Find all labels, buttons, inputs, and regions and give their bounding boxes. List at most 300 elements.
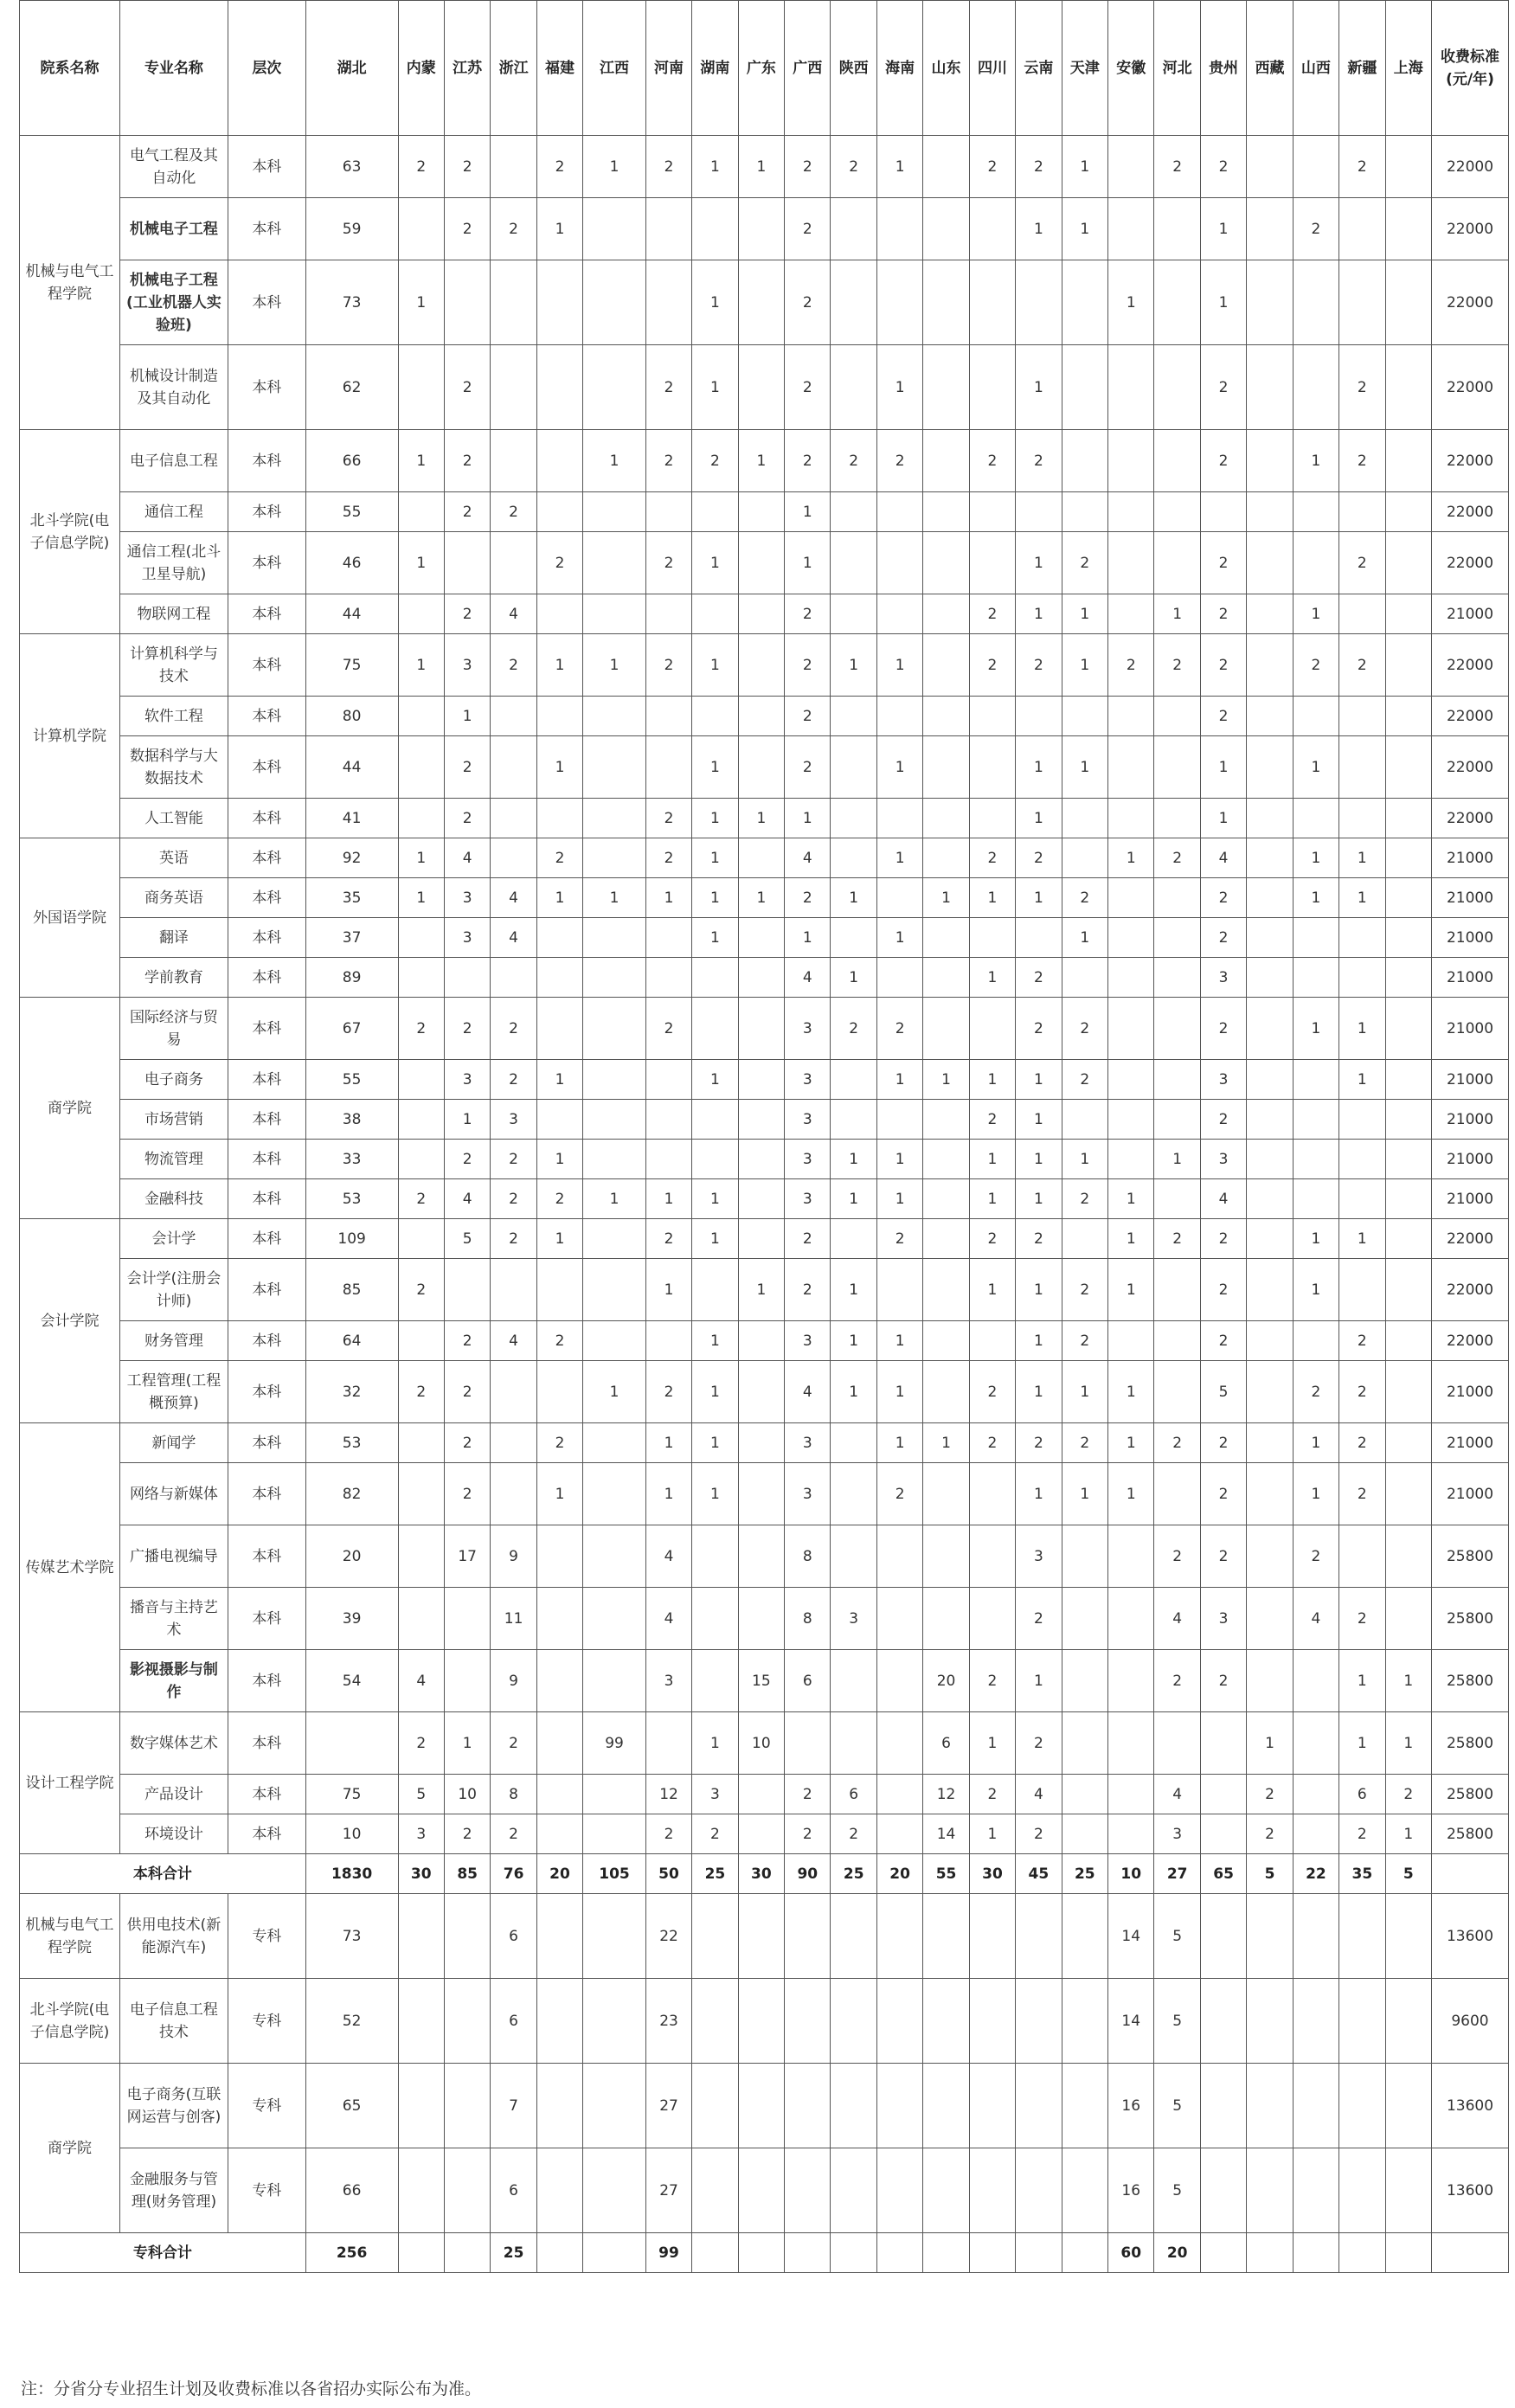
major-cell: 市场营销 xyxy=(119,1100,228,1140)
quota-cell xyxy=(1385,1140,1431,1179)
quota-cell: 2 xyxy=(969,1775,1015,1814)
quota-cell: 2 xyxy=(536,1423,582,1463)
quota-cell xyxy=(583,532,646,594)
quota-cell xyxy=(1154,345,1200,430)
quota-cell xyxy=(491,1259,536,1321)
quota-cell xyxy=(583,799,646,838)
quota-cell xyxy=(692,697,738,736)
quota-cell: 2 xyxy=(1016,1814,1062,1854)
quota-cell: 1 xyxy=(969,1814,1015,1854)
total-cell: 25 xyxy=(831,1854,876,1894)
quota-cell xyxy=(1293,1060,1338,1100)
table-row xyxy=(20,1100,1509,1140)
header-cell: 山东 xyxy=(923,1,969,136)
quota-cell xyxy=(398,1979,444,2064)
quota-cell xyxy=(1247,736,1293,799)
quota-cell xyxy=(1247,1361,1293,1423)
quota-cell xyxy=(398,1894,444,1979)
quota-cell: 4 xyxy=(645,1525,691,1588)
total-cell: 50 xyxy=(645,1854,691,1894)
quota-cell: 44 xyxy=(305,736,398,799)
quota-cell: 2 xyxy=(645,1361,691,1423)
quota-cell xyxy=(1108,430,1154,492)
quota-cell: 1 xyxy=(692,918,738,958)
quota-cell xyxy=(692,1100,738,1140)
quota-cell xyxy=(876,492,922,532)
major-cell: 电子商务(互联网运营与创客) xyxy=(119,2064,228,2148)
quota-cell: 1 xyxy=(692,799,738,838)
header-cell: 四川 xyxy=(969,1,1015,136)
major-cell: 通信工程 xyxy=(119,492,228,532)
fee-cell: 13600 xyxy=(1431,1894,1508,1979)
quota-cell xyxy=(969,1525,1015,1588)
quota-cell: 1 xyxy=(692,1060,738,1100)
quota-cell: 2 xyxy=(491,198,536,260)
quota-cell: 39 xyxy=(305,1588,398,1650)
quota-cell: 2 xyxy=(444,799,490,838)
quota-cell xyxy=(491,799,536,838)
quota-cell xyxy=(645,1100,691,1140)
quota-cell xyxy=(923,1894,969,1979)
quota-cell: 3 xyxy=(785,1060,831,1100)
quota-cell xyxy=(738,532,784,594)
quota-cell: 66 xyxy=(305,2148,398,2233)
quota-cell xyxy=(1108,1775,1154,1814)
quota-cell: 1 xyxy=(876,838,922,878)
quota-cell: 2 xyxy=(444,1463,490,1525)
quota-cell xyxy=(831,799,876,838)
quota-cell xyxy=(831,1423,876,1463)
quota-cell: 23 xyxy=(645,1979,691,2064)
total-cell xyxy=(692,2233,738,2273)
quota-cell: 1 xyxy=(831,1321,876,1361)
level-cell: 本科 xyxy=(228,1588,305,1650)
table-body xyxy=(20,136,1509,2273)
quota-cell xyxy=(583,918,646,958)
quota-cell xyxy=(1200,1814,1246,1854)
quota-cell xyxy=(583,736,646,799)
quota-cell: 1 xyxy=(1293,838,1338,878)
total-cell xyxy=(1339,2233,1385,2273)
quota-cell: 3 xyxy=(1016,1525,1062,1588)
quota-cell: 2 xyxy=(831,998,876,1060)
quota-cell xyxy=(1154,697,1200,736)
quota-cell: 2 xyxy=(969,430,1015,492)
quota-cell: 1 xyxy=(1062,634,1107,697)
quota-cell xyxy=(831,1650,876,1712)
quota-cell: 1 xyxy=(1200,799,1246,838)
quota-cell: 92 xyxy=(305,838,398,878)
quota-cell: 1 xyxy=(785,799,831,838)
quota-cell: 1 xyxy=(692,532,738,594)
quota-cell: 2 xyxy=(969,594,1015,634)
quota-cell xyxy=(876,1712,922,1775)
total-cell xyxy=(398,2233,444,2273)
quota-cell xyxy=(536,594,582,634)
quota-cell: 2 xyxy=(1339,430,1385,492)
quota-cell xyxy=(738,198,784,260)
header-cell: 新疆 xyxy=(1339,1,1385,136)
quota-cell: 1 xyxy=(876,634,922,697)
quota-cell xyxy=(738,1423,784,1463)
total-cell: 5 xyxy=(1385,1854,1431,1894)
total-cell xyxy=(923,2233,969,2273)
table-row xyxy=(20,1775,1509,1814)
major-cell: 国际经济与贸易 xyxy=(119,998,228,1060)
department-cell: 机械与电气工程学院 xyxy=(20,136,120,430)
major-cell: 通信工程(北斗卫星导航) xyxy=(119,532,228,594)
quota-cell: 1 xyxy=(444,1100,490,1140)
quota-cell: 1 xyxy=(444,697,490,736)
quota-cell: 1 xyxy=(1200,198,1246,260)
quota-cell: 2 xyxy=(1062,1321,1107,1361)
quota-cell xyxy=(1385,1060,1431,1100)
level-cell: 本科 xyxy=(228,878,305,918)
quota-cell xyxy=(583,1814,646,1854)
header-cell: 安徽 xyxy=(1108,1,1154,136)
header-cell: 湖南 xyxy=(692,1,738,136)
quota-cell: 3 xyxy=(785,1179,831,1219)
quota-cell xyxy=(1385,136,1431,198)
quota-cell xyxy=(1293,532,1338,594)
quota-cell: 2 xyxy=(444,594,490,634)
quota-cell xyxy=(1385,260,1431,345)
total-cell: 105 xyxy=(583,1854,646,1894)
quota-cell xyxy=(536,1650,582,1712)
quota-cell xyxy=(1247,918,1293,958)
major-cell: 物联网工程 xyxy=(119,594,228,634)
quota-cell xyxy=(398,1463,444,1525)
quota-cell: 46 xyxy=(305,532,398,594)
major-cell: 产品设计 xyxy=(119,1775,228,1814)
header-cell: 河南 xyxy=(645,1,691,136)
quota-cell xyxy=(1385,1894,1431,1979)
quota-cell xyxy=(1154,958,1200,998)
major-cell: 网络与新媒体 xyxy=(119,1463,228,1525)
quota-cell xyxy=(738,1463,784,1525)
quota-cell xyxy=(1293,1100,1338,1140)
header-cell: 专业名称 xyxy=(119,1,228,136)
quota-cell: 2 xyxy=(969,838,1015,878)
quota-cell: 4 xyxy=(491,594,536,634)
quota-cell: 6 xyxy=(491,2148,536,2233)
quota-cell xyxy=(1293,2064,1338,2148)
table-row xyxy=(20,736,1509,799)
level-cell: 本科 xyxy=(228,345,305,430)
header-cell: 天津 xyxy=(1062,1,1107,136)
level-cell: 本科 xyxy=(228,958,305,998)
quota-cell xyxy=(444,1979,490,2064)
header-cell: 湖北 xyxy=(305,1,398,136)
total-fee-cell xyxy=(1431,1854,1508,1894)
fee-cell: 21000 xyxy=(1431,1463,1508,1525)
department-cell: 设计工程学院 xyxy=(20,1712,120,1854)
quota-cell: 2 xyxy=(444,1321,490,1361)
quota-cell xyxy=(969,998,1015,1060)
quota-cell xyxy=(1385,878,1431,918)
quota-cell: 59 xyxy=(305,198,398,260)
quota-cell xyxy=(738,260,784,345)
quota-cell xyxy=(969,697,1015,736)
quota-cell: 6 xyxy=(923,1712,969,1775)
quota-cell: 1 xyxy=(1062,1463,1107,1525)
department-cell: 商学院 xyxy=(20,998,120,1219)
quota-cell: 2 xyxy=(491,1179,536,1219)
quota-cell xyxy=(923,958,969,998)
quota-cell: 2 xyxy=(1200,918,1246,958)
quota-cell xyxy=(969,2148,1015,2233)
quota-cell xyxy=(1339,1525,1385,1588)
quota-cell: 63 xyxy=(305,136,398,198)
quota-cell xyxy=(536,958,582,998)
quota-cell: 75 xyxy=(305,634,398,697)
fee-cell: 21000 xyxy=(1431,594,1508,634)
quota-cell: 1 xyxy=(692,878,738,918)
quota-cell xyxy=(692,2064,738,2148)
quota-cell: 55 xyxy=(305,1060,398,1100)
quota-cell: 1 xyxy=(583,878,646,918)
major-cell: 机械电子工程(工业机器人实验班) xyxy=(119,260,228,345)
level-cell: 本科 xyxy=(228,198,305,260)
quota-cell: 2 xyxy=(1016,1219,1062,1259)
quota-cell xyxy=(536,918,582,958)
quota-cell: 4 xyxy=(785,958,831,998)
fee-cell: 21000 xyxy=(1431,1179,1508,1219)
quota-cell xyxy=(1247,1060,1293,1100)
quota-cell: 1 xyxy=(1016,799,1062,838)
quota-cell: 1 xyxy=(1016,878,1062,918)
quota-cell xyxy=(1385,345,1431,430)
quota-cell: 3 xyxy=(444,634,490,697)
quota-cell xyxy=(923,136,969,198)
quota-cell xyxy=(831,918,876,958)
quota-cell: 37 xyxy=(305,918,398,958)
total-cell: 30 xyxy=(969,1854,1015,1894)
quota-cell xyxy=(1247,1179,1293,1219)
header-cell: 陕西 xyxy=(831,1,876,136)
department-cell: 会计学院 xyxy=(20,1219,120,1423)
quota-cell xyxy=(536,345,582,430)
quota-cell: 2 xyxy=(444,1361,490,1423)
quota-cell xyxy=(1385,198,1431,260)
table-row xyxy=(20,697,1509,736)
quota-cell: 1 xyxy=(398,430,444,492)
quota-cell xyxy=(1247,1588,1293,1650)
major-cell: 软件工程 xyxy=(119,697,228,736)
quota-cell xyxy=(583,1894,646,1979)
table-row xyxy=(20,918,1509,958)
table-row xyxy=(20,2064,1509,2148)
quota-cell xyxy=(1339,1140,1385,1179)
quota-cell xyxy=(583,1423,646,1463)
quota-cell: 2 xyxy=(1154,1423,1200,1463)
quota-cell: 2 xyxy=(444,345,490,430)
quota-cell: 2 xyxy=(444,430,490,492)
quota-cell: 1 xyxy=(692,136,738,198)
quota-cell: 2 xyxy=(1200,998,1246,1060)
quota-cell: 2 xyxy=(1062,1179,1107,1219)
quota-cell xyxy=(1385,736,1431,799)
quota-cell xyxy=(1062,2148,1107,2233)
quota-cell: 1 xyxy=(398,838,444,878)
quota-cell: 1 xyxy=(876,1060,922,1100)
quota-cell: 3 xyxy=(785,1100,831,1140)
total-cell xyxy=(444,2233,490,2273)
quota-cell xyxy=(923,345,969,430)
quota-cell: 2 xyxy=(645,838,691,878)
quota-cell: 1 xyxy=(583,136,646,198)
quota-cell xyxy=(923,1179,969,1219)
quota-cell xyxy=(1385,1179,1431,1219)
quota-cell: 2 xyxy=(1016,1588,1062,1650)
quota-cell xyxy=(1154,1060,1200,1100)
quota-cell xyxy=(1247,136,1293,198)
quota-cell xyxy=(738,1321,784,1361)
quota-cell: 2 xyxy=(692,430,738,492)
quota-cell: 1 xyxy=(692,1712,738,1775)
quota-cell: 11 xyxy=(491,1588,536,1650)
table-row xyxy=(20,532,1509,594)
quota-cell xyxy=(491,736,536,799)
quota-cell xyxy=(1339,1894,1385,1979)
quota-cell xyxy=(923,532,969,594)
quota-cell: 35 xyxy=(305,878,398,918)
quota-cell: 1 xyxy=(969,1179,1015,1219)
quota-cell xyxy=(831,1979,876,2064)
total-fee-cell xyxy=(1431,2233,1508,2273)
quota-cell: 1 xyxy=(536,878,582,918)
quota-cell: 73 xyxy=(305,1894,398,1979)
quota-cell: 1 xyxy=(536,1463,582,1525)
quota-cell: 1 xyxy=(876,136,922,198)
quota-cell: 2 xyxy=(1154,838,1200,878)
quota-cell xyxy=(1339,697,1385,736)
quota-cell xyxy=(398,2064,444,2148)
quota-cell xyxy=(1339,492,1385,532)
quota-cell xyxy=(1200,1979,1246,2064)
quota-cell: 1 xyxy=(692,736,738,799)
quota-cell: 2 xyxy=(444,1140,490,1179)
quota-cell: 1 xyxy=(1293,1423,1338,1463)
quota-cell xyxy=(738,1140,784,1179)
quota-cell: 1 xyxy=(692,1463,738,1525)
quota-cell xyxy=(1247,1259,1293,1321)
quota-cell xyxy=(398,736,444,799)
major-cell: 工程管理(工程概预算) xyxy=(119,1361,228,1423)
quota-cell xyxy=(1154,1100,1200,1140)
quota-cell: 2 xyxy=(444,136,490,198)
total-cell xyxy=(876,2233,922,2273)
quota-cell xyxy=(692,958,738,998)
quota-cell xyxy=(583,1588,646,1650)
quota-cell xyxy=(444,958,490,998)
level-cell: 本科 xyxy=(228,1179,305,1219)
quota-cell: 2 xyxy=(645,634,691,697)
quota-cell xyxy=(923,1979,969,2064)
quota-cell: 1 xyxy=(876,1423,922,1463)
total-cell: 99 xyxy=(645,2233,691,2273)
fee-cell: 25800 xyxy=(1431,1650,1508,1712)
quota-cell xyxy=(692,1979,738,2064)
fee-cell: 22000 xyxy=(1431,634,1508,697)
quota-cell xyxy=(536,1979,582,2064)
fee-cell: 25800 xyxy=(1431,1712,1508,1775)
quota-cell xyxy=(1385,492,1431,532)
major-cell: 供用电技术(新能源汽车) xyxy=(119,1894,228,1979)
quota-cell: 1 xyxy=(1016,1321,1062,1361)
quota-cell: 2 xyxy=(444,1814,490,1854)
quota-cell: 1 xyxy=(1062,918,1107,958)
quota-cell: 6 xyxy=(1339,1775,1385,1814)
table-row xyxy=(20,260,1509,345)
header-cell: 浙江 xyxy=(491,1,536,136)
quota-cell: 14 xyxy=(1108,1979,1154,2064)
quota-cell: 1 xyxy=(1293,594,1338,634)
quota-cell: 2 xyxy=(536,136,582,198)
quota-cell: 1 xyxy=(692,1179,738,1219)
quota-cell xyxy=(1062,1894,1107,1979)
quota-cell xyxy=(1108,799,1154,838)
quota-cell xyxy=(923,799,969,838)
quota-cell xyxy=(923,2064,969,2148)
quota-cell xyxy=(969,799,1015,838)
quota-cell xyxy=(1385,2064,1431,2148)
quota-cell: 1 xyxy=(444,1712,490,1775)
department-cell: 计算机学院 xyxy=(20,634,120,838)
quota-cell: 1 xyxy=(876,1140,922,1179)
quota-cell xyxy=(738,1525,784,1588)
quota-cell xyxy=(1339,260,1385,345)
quota-cell xyxy=(1339,1100,1385,1140)
quota-cell xyxy=(491,260,536,345)
quota-cell: 1 xyxy=(536,634,582,697)
quota-cell xyxy=(738,918,784,958)
quota-cell xyxy=(1293,697,1338,736)
table-row xyxy=(20,430,1509,492)
quota-cell xyxy=(1339,799,1385,838)
quota-cell: 2 xyxy=(398,1712,444,1775)
quota-cell xyxy=(1247,2064,1293,2148)
quota-cell: 2 xyxy=(491,492,536,532)
quota-cell xyxy=(1247,958,1293,998)
header-cell: 西藏 xyxy=(1247,1,1293,136)
quota-cell: 1 xyxy=(831,958,876,998)
quota-cell xyxy=(536,2148,582,2233)
quota-cell xyxy=(738,1060,784,1100)
quota-cell xyxy=(923,260,969,345)
quota-cell: 7 xyxy=(491,2064,536,2148)
quota-cell xyxy=(923,1100,969,1140)
quota-cell: 1 xyxy=(692,634,738,697)
quota-cell: 2 xyxy=(1200,345,1246,430)
total-cell xyxy=(1247,2233,1293,2273)
quota-cell xyxy=(398,492,444,532)
table-row xyxy=(20,345,1509,430)
quota-cell xyxy=(1247,2148,1293,2233)
quota-cell xyxy=(738,1588,784,1650)
quota-cell: 2 xyxy=(785,736,831,799)
quota-cell xyxy=(738,998,784,1060)
quota-cell xyxy=(876,878,922,918)
quota-cell: 2 xyxy=(1247,1775,1293,1814)
quota-cell xyxy=(1108,1060,1154,1100)
quota-cell xyxy=(1247,1321,1293,1361)
fee-cell: 21000 xyxy=(1431,1423,1508,1463)
quota-cell: 2 xyxy=(1385,1775,1431,1814)
quota-cell xyxy=(645,958,691,998)
header-cell: 上海 xyxy=(1385,1,1431,136)
quota-cell xyxy=(1200,1712,1246,1775)
